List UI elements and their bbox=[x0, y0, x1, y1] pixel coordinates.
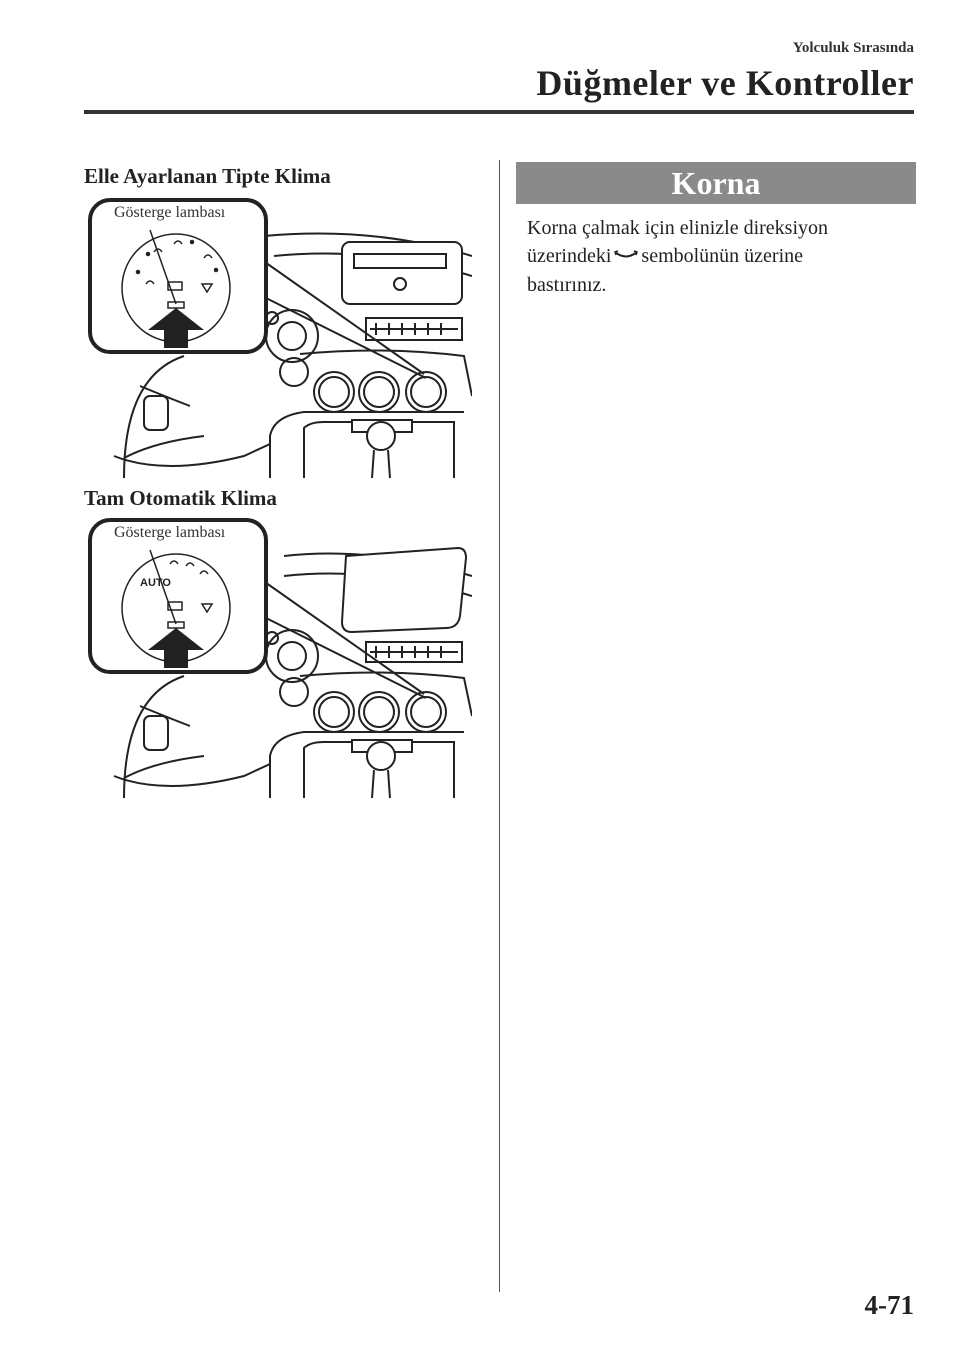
callout-indicator-light: Gösterge lambası bbox=[114, 524, 226, 541]
column-divider bbox=[499, 160, 500, 1292]
chapter-label: Yolculuk Sırasında bbox=[792, 40, 914, 56]
horn-text-line-1: Korna çalmak için elinizle direksiyon bbox=[527, 217, 829, 239]
horn-text-line-2 bbox=[527, 242, 907, 271]
section-heading-horn: Korna bbox=[516, 162, 916, 204]
auto-label: AUTO bbox=[140, 577, 171, 589]
horn-instructions bbox=[527, 214, 907, 299]
section-heading-manual-ac: Elle Ayarlanan Tipte Klima bbox=[84, 164, 331, 188]
figure-manual-ac bbox=[84, 196, 472, 478]
section-heading-auto-ac: Tam Otomatik Klima bbox=[84, 486, 277, 510]
dashboard-illustration-auto bbox=[84, 516, 472, 798]
page-number: 4-71 bbox=[864, 1290, 914, 1320]
page-title: Düğmeler ve Kontroller bbox=[536, 63, 914, 103]
figure-auto-ac bbox=[84, 516, 472, 798]
callout-indicator-light: Gösterge lambası bbox=[114, 204, 226, 221]
header-rule bbox=[84, 110, 914, 114]
horn-text-line-3: bastırınız. bbox=[527, 274, 607, 297]
dashboard-illustration-manual bbox=[84, 196, 472, 478]
horn-icon bbox=[613, 243, 639, 271]
horn-text-after-icon: sembolünün üzerine bbox=[641, 245, 804, 267]
horn-text-before-icon: üzerindeki bbox=[527, 245, 612, 267]
